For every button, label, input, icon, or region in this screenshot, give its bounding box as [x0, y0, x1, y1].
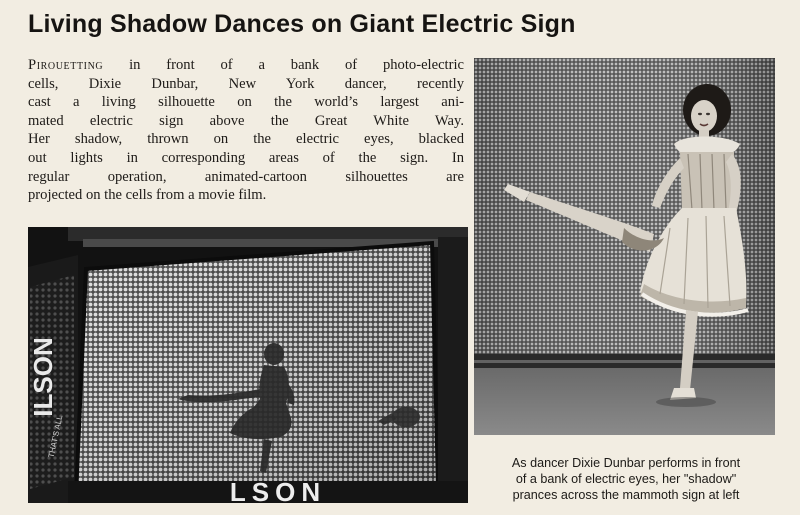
dancer-photo-caption	[476, 455, 776, 503]
body-line-2: cells, Dixie Dunbar, New York dancer, recently	[28, 75, 464, 92]
body-line-3: cast a living silhouette on the world’s largest ani-	[28, 94, 464, 111]
article-body	[28, 56, 464, 205]
sign-bottom-letters: LSON	[229, 477, 327, 503]
body-line-8: projected on the cells from a movie film.	[28, 187, 267, 204]
article-headline: Living Shadow Dances on Giant Electric Sign	[28, 10, 576, 38]
body-line-6: out lights in corresponding areas of the sign. In	[28, 149, 464, 166]
electric-sign-photo	[28, 227, 468, 503]
body-line-4: mated electric sign above the Great White Way.	[28, 112, 464, 129]
body-lead-word: Pirouetting	[28, 57, 104, 73]
dancer-illustration	[474, 58, 775, 435]
caption-line-2: of a bank of electric eyes, her "shadow"	[515, 472, 737, 486]
caption-line-3: prances across the mammoth sign at left	[512, 488, 740, 502]
electric-sign-illustration	[28, 227, 468, 503]
sign-side-letters: ILSON	[28, 337, 58, 417]
sign-side-small-text: THAT'S ALL	[46, 414, 65, 459]
body-line-1-text: in front of a bank of photo-electric	[103, 57, 464, 73]
body-line-1	[28, 56, 464, 75]
body-line-5: Her shadow, thrown on the electric eyes, blacked	[28, 131, 464, 148]
caption-line-1: As dancer Dixie Dunbar performs in front	[511, 456, 741, 470]
dancer-photo	[474, 58, 775, 435]
body-line-7: regular operation, animated-cartoon silhouettes are	[28, 168, 464, 185]
